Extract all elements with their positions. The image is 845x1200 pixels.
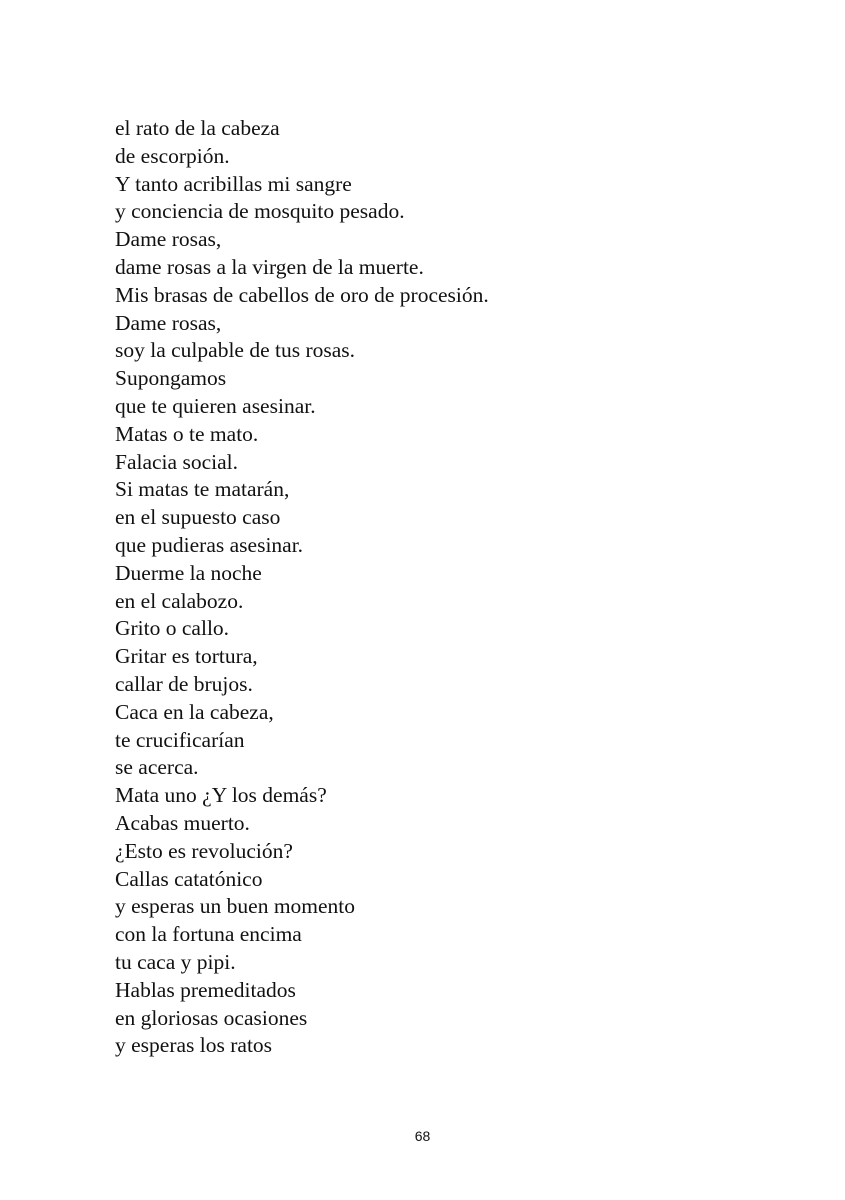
- poem-line: y conciencia de mosquito pesado.: [115, 199, 405, 224]
- poem-line: callar de brujos.: [115, 671, 253, 696]
- poem-line: Mis brasas de cabellos de oro de procesión.: [115, 282, 489, 307]
- poem-body: [115, 115, 489, 1060]
- page-number: 68: [414, 1128, 431, 1144]
- poem-line: tu caca y pipi.: [115, 949, 236, 974]
- poem-line: en el calabozo.: [115, 588, 244, 613]
- poem-line: se acerca.: [115, 755, 199, 780]
- poem-line: Matas o te mato.: [115, 421, 259, 446]
- poem-line: Grito o callo.: [115, 616, 230, 641]
- poem-line: de escorpión.: [115, 143, 230, 168]
- poem-line: soy la culpable de tus rosas.: [115, 338, 356, 363]
- poem-line: y esperas los ratos: [115, 1033, 273, 1058]
- poem-line: Falacia social.: [115, 449, 238, 474]
- poem-line: Dame rosas,: [115, 310, 222, 335]
- poem-line: Duerme la noche: [115, 560, 262, 585]
- poem-line: con la fortuna encima: [115, 922, 302, 947]
- poem-line: Mata uno ¿Y los demás?: [115, 783, 327, 808]
- poem-line: ¿Esto es revolución?: [115, 838, 293, 863]
- poem-line: dame rosas a la virgen de la muerte.: [115, 254, 424, 279]
- poem-line: Callas catatónico: [115, 866, 263, 891]
- poem-line: el rato de la cabeza: [115, 116, 280, 140]
- poem-line: Y tanto acribillas mi sangre: [115, 171, 352, 196]
- poem-line: Acabas muerto.: [115, 810, 250, 835]
- poem-line: y esperas un buen momento: [115, 894, 356, 919]
- poem-line: Hablas premeditados: [115, 977, 296, 1002]
- poem-line: te crucificarían: [115, 727, 245, 752]
- poem-line: que te quieren asesinar.: [115, 393, 316, 418]
- poem-line: Caca en la cabeza,: [115, 699, 274, 724]
- poem-line: Gritar es tortura,: [115, 644, 258, 669]
- poem-line: que pudieras asesinar.: [115, 532, 304, 557]
- poem-line: en el supuesto caso: [115, 505, 281, 530]
- poem-line: Dame rosas,: [115, 227, 222, 252]
- poem-line: Supongamos: [115, 366, 227, 391]
- poem-line: en gloriosas ocasiones: [115, 1005, 308, 1030]
- poem-line: Si matas te matarán,: [115, 477, 290, 502]
